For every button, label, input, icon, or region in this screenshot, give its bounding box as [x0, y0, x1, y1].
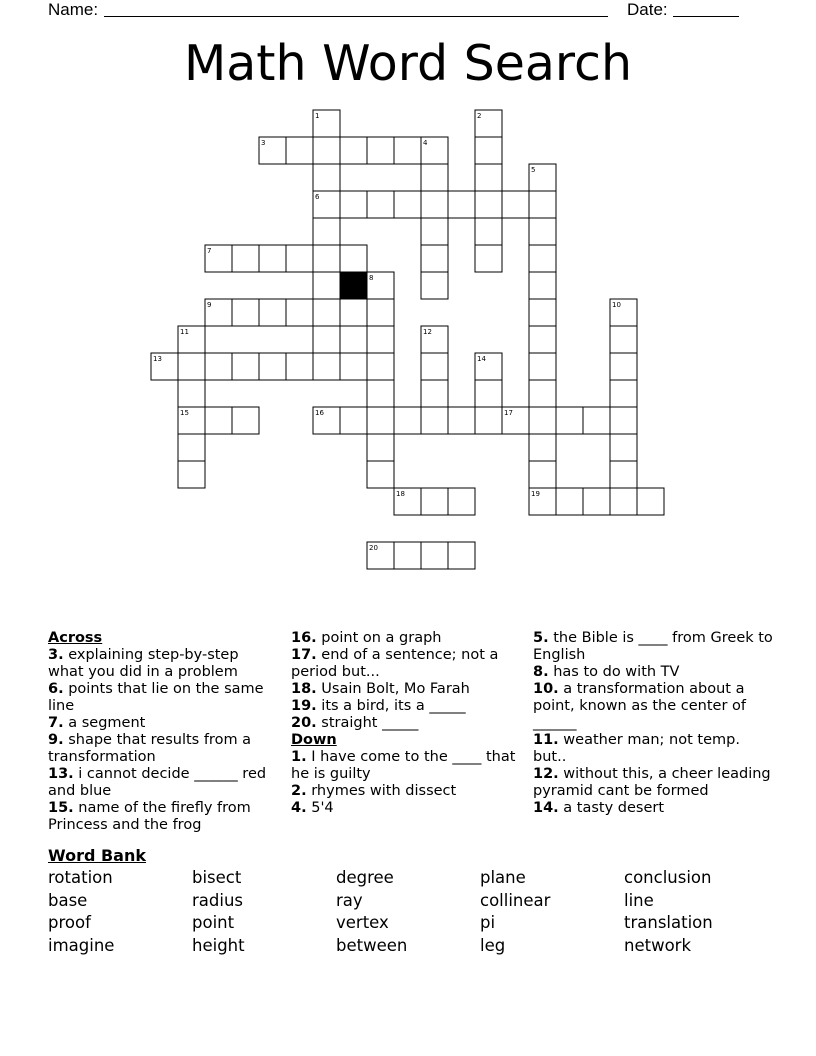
clue-number: 15. [48, 800, 74, 816]
across-heading: Across [48, 630, 103, 646]
grid-cell[interactable] [529, 245, 556, 272]
black-cell [340, 272, 367, 299]
clues-column-3 [533, 630, 773, 817]
clue-item [291, 630, 521, 647]
clue-number-label: 3 [261, 139, 266, 147]
date-label: Date: [627, 0, 668, 19]
grid-cell[interactable] [475, 218, 502, 245]
clue-number: 17. [291, 647, 317, 663]
grid-cell[interactable] [475, 380, 502, 407]
clue-number-label: 13 [153, 355, 162, 363]
clue-number-label: 17 [504, 409, 513, 417]
word-bank-word: height [192, 935, 245, 955]
grid-cell[interactable] [340, 245, 367, 272]
word-bank-word: rotation [48, 868, 113, 887]
clue-text: Usain Bolt, Mo Farah [316, 681, 470, 697]
grid-cell[interactable] [421, 218, 448, 245]
grid-cell[interactable] [529, 407, 556, 434]
grid-cell[interactable] [421, 191, 448, 218]
clue-item [533, 630, 773, 664]
word-bank-word: base [48, 890, 88, 910]
clue-number-label: 20 [369, 544, 378, 552]
clue-text: name of the firefly from Princess and the frog [48, 800, 251, 833]
name-label: Name: [48, 0, 99, 19]
clue-text: a segment [63, 715, 146, 731]
word-bank-word: leg [480, 935, 506, 955]
clue-number-label: 2 [477, 112, 482, 120]
clue-item [48, 647, 278, 681]
grid-cell[interactable] [475, 407, 502, 434]
clue-number-label: 7 [207, 247, 212, 255]
word-bank-word: conclusion [624, 868, 712, 887]
clue-number: 7. [48, 715, 64, 731]
grid-cell[interactable] [475, 245, 502, 272]
grid-cell[interactable] [232, 407, 259, 434]
clue-item [291, 681, 521, 698]
clue-number: 3. [48, 647, 64, 663]
grid-cell[interactable] [367, 380, 394, 407]
clue-item [291, 698, 521, 715]
clue-number: 12. [533, 766, 559, 782]
grid-cell[interactable] [421, 488, 448, 515]
grid-cell[interactable] [313, 326, 340, 353]
clue-text: end of a sentence; not a period but... [291, 647, 499, 680]
grid-cell[interactable] [205, 353, 232, 380]
grid-cell[interactable] [286, 299, 313, 326]
clue-number: 8. [533, 664, 549, 680]
grid-cell[interactable] [475, 164, 502, 191]
clue-text: a tasty desert [558, 800, 665, 816]
grid-cell[interactable] [475, 137, 502, 164]
word-bank-word: plane [480, 868, 526, 887]
grid-cell[interactable] [313, 164, 340, 191]
grid-cell[interactable] [448, 191, 475, 218]
grid-cell[interactable] [178, 461, 205, 488]
grid-cell[interactable] [313, 353, 340, 380]
grid-cell[interactable] [394, 137, 421, 164]
grid-cell[interactable] [529, 353, 556, 380]
grid-cell[interactable] [610, 434, 637, 461]
clue-item [48, 681, 278, 715]
grid-cell[interactable] [340, 137, 367, 164]
grid-cell[interactable] [610, 353, 637, 380]
clue-item [533, 664, 773, 681]
clue-number-label: 10 [612, 301, 621, 309]
grid-cell[interactable] [583, 488, 610, 515]
grid-cell[interactable] [421, 245, 448, 272]
clue-number-label: 19 [531, 490, 540, 498]
word-bank-word: proof [48, 913, 91, 932]
clue-number-label: 6 [315, 193, 320, 201]
grid-cell[interactable] [367, 191, 394, 218]
word-bank-word: ray [336, 890, 363, 910]
grid-cell[interactable] [259, 299, 286, 326]
clue-number: 5. [533, 630, 549, 646]
clue-item [533, 766, 773, 800]
clue-number: 20. [291, 715, 317, 731]
grid-cell[interactable] [340, 353, 367, 380]
grid-cell[interactable] [367, 407, 394, 434]
clue-item [533, 681, 773, 732]
clue-text: shape that results from a transformation [48, 732, 252, 765]
clue-item [48, 715, 278, 732]
grid-cell[interactable] [313, 137, 340, 164]
clue-number: 18. [291, 681, 317, 697]
grid-cell[interactable] [178, 380, 205, 407]
grid-cell[interactable] [529, 326, 556, 353]
grid-cell[interactable] [529, 218, 556, 245]
clue-number: 16. [291, 630, 317, 646]
clue-text: explaining step-by-step what you did in a problem [48, 647, 239, 680]
grid-cell[interactable] [421, 407, 448, 434]
grid-cell[interactable] [367, 137, 394, 164]
clue-text: rhymes with dissect [306, 783, 457, 799]
clue-text: has to do with TV [548, 664, 680, 680]
grid-cell[interactable] [259, 353, 286, 380]
grid-cell[interactable] [286, 353, 313, 380]
grid-cell[interactable] [394, 542, 421, 569]
grid-cell[interactable] [529, 191, 556, 218]
grid-cell[interactable] [340, 407, 367, 434]
clue-item [533, 800, 773, 817]
word-bank-word: bisect [192, 868, 242, 887]
clue-text: weather man; not temp. but.. [533, 732, 740, 765]
clue-item [291, 783, 521, 800]
clue-item [291, 715, 521, 732]
word-bank-word: imagine [48, 935, 115, 955]
clue-number-label: 16 [315, 409, 324, 417]
word-bank-word: vertex [336, 913, 389, 932]
clue-text: point on a graph [316, 630, 442, 646]
clues-column-1 [48, 630, 278, 834]
grid-cell[interactable] [313, 299, 340, 326]
grid-cell[interactable] [421, 164, 448, 191]
clue-number-label: 5 [531, 166, 536, 174]
grid-cell[interactable] [286, 137, 313, 164]
grid-cell[interactable] [610, 326, 637, 353]
grid-cell[interactable] [313, 218, 340, 245]
grid-cell[interactable] [205, 407, 232, 434]
word-bank-word: degree [336, 868, 394, 887]
grid-cell[interactable] [286, 245, 313, 272]
grid-cell[interactable] [232, 353, 259, 380]
clue-number-label: 14 [477, 355, 486, 363]
clue-text: 5'4 [306, 800, 334, 816]
grid-cell[interactable] [610, 380, 637, 407]
clue-text: I have come to the ____ that he is guilty [291, 749, 516, 782]
clue-item [291, 800, 521, 817]
grid-cell[interactable] [367, 434, 394, 461]
word-bank-word: between [336, 935, 408, 955]
word-bank-word: line [624, 890, 654, 910]
grid-cell[interactable] [340, 191, 367, 218]
clue-item [48, 732, 278, 766]
grid-cell[interactable] [313, 245, 340, 272]
word-bank-title: Word Bank [48, 846, 147, 865]
grid-cell[interactable] [232, 245, 259, 272]
grid-cell[interactable] [448, 542, 475, 569]
grid-cell[interactable] [340, 299, 367, 326]
grid-cell[interactable] [178, 353, 205, 380]
clue-text: its a bird, its a _____ [316, 698, 466, 714]
clue-number: 9. [48, 732, 64, 748]
grid-cell[interactable] [178, 434, 205, 461]
clues-column-2 [291, 630, 521, 817]
clue-number: 13. [48, 766, 74, 782]
grid-cell[interactable] [529, 299, 556, 326]
grid-cell[interactable] [313, 272, 340, 299]
clue-item [291, 749, 521, 783]
grid-cell[interactable] [529, 272, 556, 299]
grid-cell[interactable] [529, 434, 556, 461]
clue-number: 19. [291, 698, 317, 714]
grid-cell[interactable] [556, 407, 583, 434]
clue-number: 10. [533, 681, 559, 697]
word-bank-word: radius [192, 890, 244, 910]
clue-number: 11. [533, 732, 559, 748]
clue-item [291, 647, 521, 681]
word-bank [48, 868, 768, 958]
grid-cell[interactable] [502, 191, 529, 218]
clue-number-label: 4 [423, 139, 428, 147]
grid-cell[interactable] [367, 461, 394, 488]
word-bank-word: network [624, 935, 692, 955]
clue-number: 1. [291, 749, 307, 765]
clue-number: 14. [533, 800, 559, 816]
grid-cell[interactable] [610, 407, 637, 434]
grid-cell[interactable] [421, 380, 448, 407]
clue-text: without this, a cheer leading pyramid cant be formed [533, 766, 771, 799]
grid-cell[interactable] [367, 326, 394, 353]
clue-item [533, 732, 773, 766]
grid-cell[interactable] [448, 488, 475, 515]
clue-number-label: 12 [423, 328, 432, 336]
clue-item [48, 766, 278, 800]
grid-cell[interactable] [475, 191, 502, 218]
clue-item [48, 800, 278, 834]
grid-cell[interactable] [367, 353, 394, 380]
grid-cell[interactable] [367, 299, 394, 326]
clue-number: 4. [291, 800, 307, 816]
clue-text: points that lie on the same line [48, 681, 264, 714]
clue-text: a transformation about a point, known as the center of ______ [533, 681, 747, 731]
grid-cell[interactable] [394, 407, 421, 434]
word-bank-word: point [192, 913, 235, 932]
grid-cell[interactable] [610, 488, 637, 515]
grid-cell[interactable] [232, 299, 259, 326]
clue-number: 6. [48, 681, 64, 697]
clue-number-label: 11 [180, 328, 189, 336]
grid-cell[interactable] [448, 407, 475, 434]
grid-cell[interactable] [259, 245, 286, 272]
clue-text: i cannot decide ______ red and blue [48, 766, 267, 799]
clue-number: 2. [291, 783, 307, 799]
grid-cell[interactable] [583, 407, 610, 434]
clue-text: the Bible is ____ from Greek to English [533, 630, 773, 663]
grid-cell[interactable] [421, 542, 448, 569]
grid-cell[interactable] [529, 380, 556, 407]
clue-number-label: 1 [315, 112, 320, 120]
clue-number-label: 15 [180, 409, 189, 417]
clue-number-label: 8 [369, 274, 374, 282]
grid-cell[interactable] [529, 461, 556, 488]
grid-cell[interactable] [637, 488, 664, 515]
word-bank-word: translation [624, 913, 713, 932]
grid-cell[interactable] [421, 272, 448, 299]
grid-cell[interactable] [610, 461, 637, 488]
clue-number-label: 18 [396, 490, 405, 498]
word-bank-word: pi [480, 913, 496, 932]
clue-text: straight _____ [316, 715, 419, 731]
grid-cell[interactable] [421, 353, 448, 380]
clue-number-label: 9 [207, 301, 212, 309]
page-title: Math Word Search [183, 35, 632, 92]
grid-cell[interactable] [556, 488, 583, 515]
down-heading: Down [291, 732, 337, 748]
grid-cell[interactable] [394, 191, 421, 218]
word-bank-word: collinear [480, 890, 551, 910]
